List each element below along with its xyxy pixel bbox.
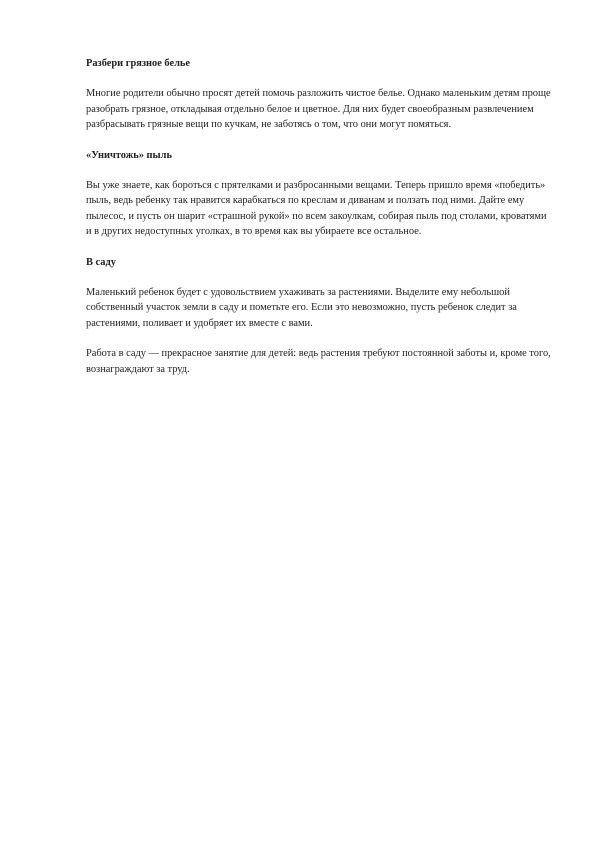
paragraph-garden-1: Маленький ребенок будет с удовольствием ухаживать за растениями. Выделите ему небольшой собственный участок земли в саду и пометьте его. Если это невозможно, пусть ребенок следит за растениями, поливает и удобряет их вместе с вами. (86, 287, 517, 329)
section-heading-laundry: Разбери грязное белье (86, 58, 191, 69)
paragraph-laundry: Многие родители обычно просят детей помочь разложить чистое белье. Однако маленьким детям проще разобрать грязное, откладывая отдельно белое и цветное. Для них будет своеобразным развлечением разбрасывать грязные вещи по кучкам, не заботясь о том, что они могут помяться. (86, 88, 551, 131)
paragraph-dust: Вы уже знаете, как бороться с прятелками и разбросанными вещами. Теперь пришло время «победить» пыль, ведь ребенку так нравится карабкаться по креслам и диванам и ползать под ними. Дайте ему пылесос, и пусть он шарит «страшной рукой» по всем закоулкам, собирая пыль под столами, кроватями и в других недоступных уголках, в то время как вы убираете все остальное. (86, 180, 547, 238)
section-heading-dust: «Уничтожь» пыль (86, 149, 172, 161)
document-body (86, 56, 551, 392)
section-heading-garden: В саду (86, 256, 116, 268)
paragraph-garden-2: Работа в саду — прекрасное занятие для детей: ведь растения требуют постоянной заботы и, кроме того, вознаграждают за труд. (86, 348, 551, 375)
